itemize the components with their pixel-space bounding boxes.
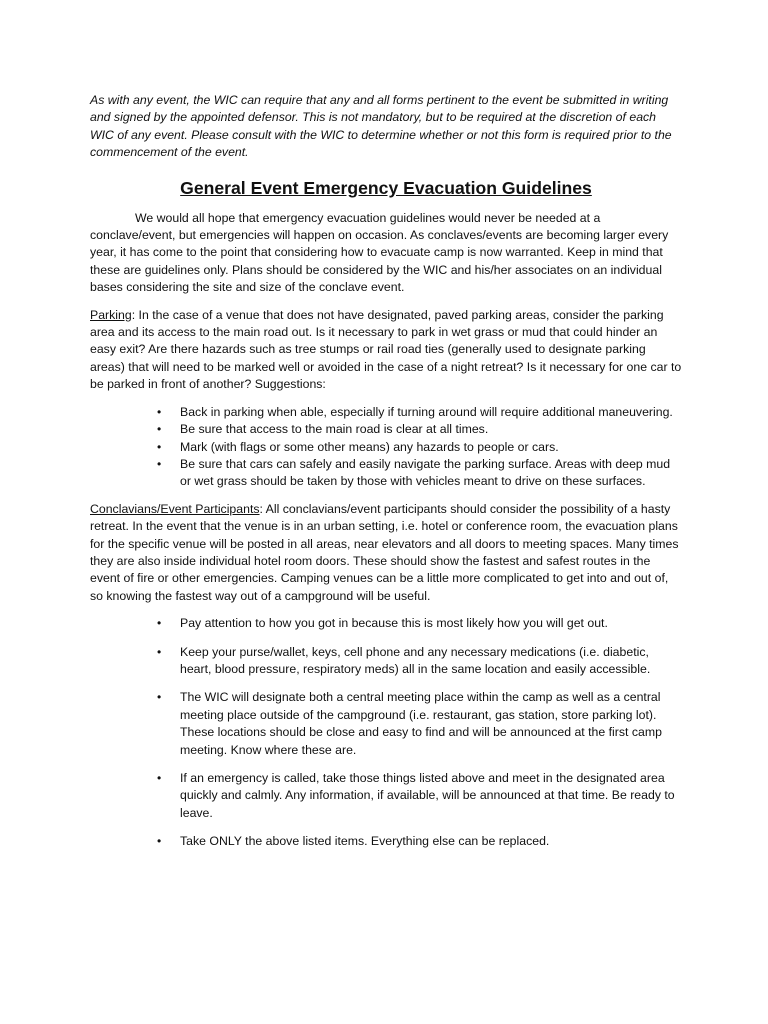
bullet-icon: • (157, 456, 162, 471)
list-item (90, 421, 682, 438)
list-item-text: Mark (with flags or some other means) any hazards to people or cars. (180, 439, 559, 454)
list-item-text: Back in parking when able, especially if turning around will require additional maneuvering. (180, 404, 673, 419)
parking-paragraph (90, 307, 682, 394)
bullet-icon: • (157, 644, 162, 659)
list-item-text: Keep your purse/wallet, keys, cell phone and any necessary medications (i.e. diabetic, heart, blood pressure, respiratory meds) all in the same location and easily accessible. (180, 644, 651, 676)
list-item (90, 456, 682, 491)
list-item-text: Be sure that access to the main road is clear at all times. (180, 422, 489, 437)
list-item-text: If an emergency is called, take those things listed above and meet in the designated area quickly and calmly. Any information, if available, will be announced at that time. Be ready to leave. (180, 771, 675, 820)
list-item-text: Be sure that cars can safely and easily navigate the parking surface. Areas with deep mud or wet grass should be taken by those with vehicles meant to drive on these surfaces. (180, 456, 671, 489)
list-item-text: Pay attention to how you got in because this is most likely how you will get out. (180, 616, 608, 631)
participants-paragraph (90, 501, 682, 605)
list-item (90, 770, 682, 822)
bullet-icon: • (157, 834, 162, 849)
document-page (90, 92, 682, 862)
page-title: General Event Emergency Evacuation Guidelines (180, 177, 592, 198)
list-item (90, 833, 682, 850)
participants-heading: Conclavians/Event Participants (90, 501, 260, 516)
list-item (90, 689, 682, 759)
bullet-icon: • (157, 439, 162, 454)
parking-heading: Parking (90, 307, 132, 322)
bullet-icon: • (157, 771, 162, 785)
parking-text: : In the case of a venue that does not have designated, paved parking areas, consider the parking area and its access to the main road out. Is it necessary to park in wet grass or mud that could hinder an easy exit? Are there hazards such as tree stumps or rail road ties (generally used to designate parking areas) that will need to be marked well or avoided in the case of a night retreat? Is it necessary for one car to be parked in front of another? Suggestions: (90, 307, 682, 392)
list-item-text: Take ONLY the above listed items. Everything else can be replaced. (180, 834, 550, 849)
opening-paragraph: We would all hope that emergency evacuation guidelines would never be needed at a conclave/event, but emergencies will happen on occasion. As conclaves/events are becoming larger every year, it has come to the point that considering how to evacuate camp is now warranted. Keep in mind that these are guidelines only. Plans should be considered by the WIC and his/her associates on an individual bases considering the site and size of the conclave event. (90, 210, 669, 295)
participants-guidelines-list (90, 615, 682, 850)
bullet-icon: • (157, 690, 162, 705)
list-item (90, 439, 682, 456)
bullet-icon: • (157, 422, 162, 437)
list-item-text: The WIC will designate both a central meeting place within the camp as well as a central meeting place outside of the campground (i.e. restaurant, gas station, store parking lot). These locations should be close and easy to find and will be announced at the first camp meeting. Know where these are. (180, 690, 662, 757)
parking-suggestions-list (90, 404, 682, 491)
intro-note: As with any event, the WIC can require that any and all forms pertinent to the event be submitted in writing and signed by the appointed defensor. This is not mandatory, but to be required at the discretion of each WIC of any event. Please consult with the WIC to determine whether or not this form is required prior to the commencement of the event. (90, 93, 672, 160)
bullet-icon: • (157, 616, 162, 631)
list-item (90, 644, 682, 679)
list-item (90, 615, 682, 632)
participants-text: : All conclavians/event participants should consider the possibility of a hasty retreat. In the event that the venue is in an urban setting, i.e. hotel or conference room, the evacuation plans for the specific venue will be posted in all areas, near elevators and all doors to meeting spaces. Many times they are also inside individual hotel room doors. These should show the fastest and safest routes in the event of fire or other emergencies. Camping venues can be a little more complicated to get into and out of, so knowing the fastest way out of a campground will be useful. (90, 501, 679, 603)
bullet-icon: • (157, 404, 162, 419)
list-item (90, 404, 682, 421)
